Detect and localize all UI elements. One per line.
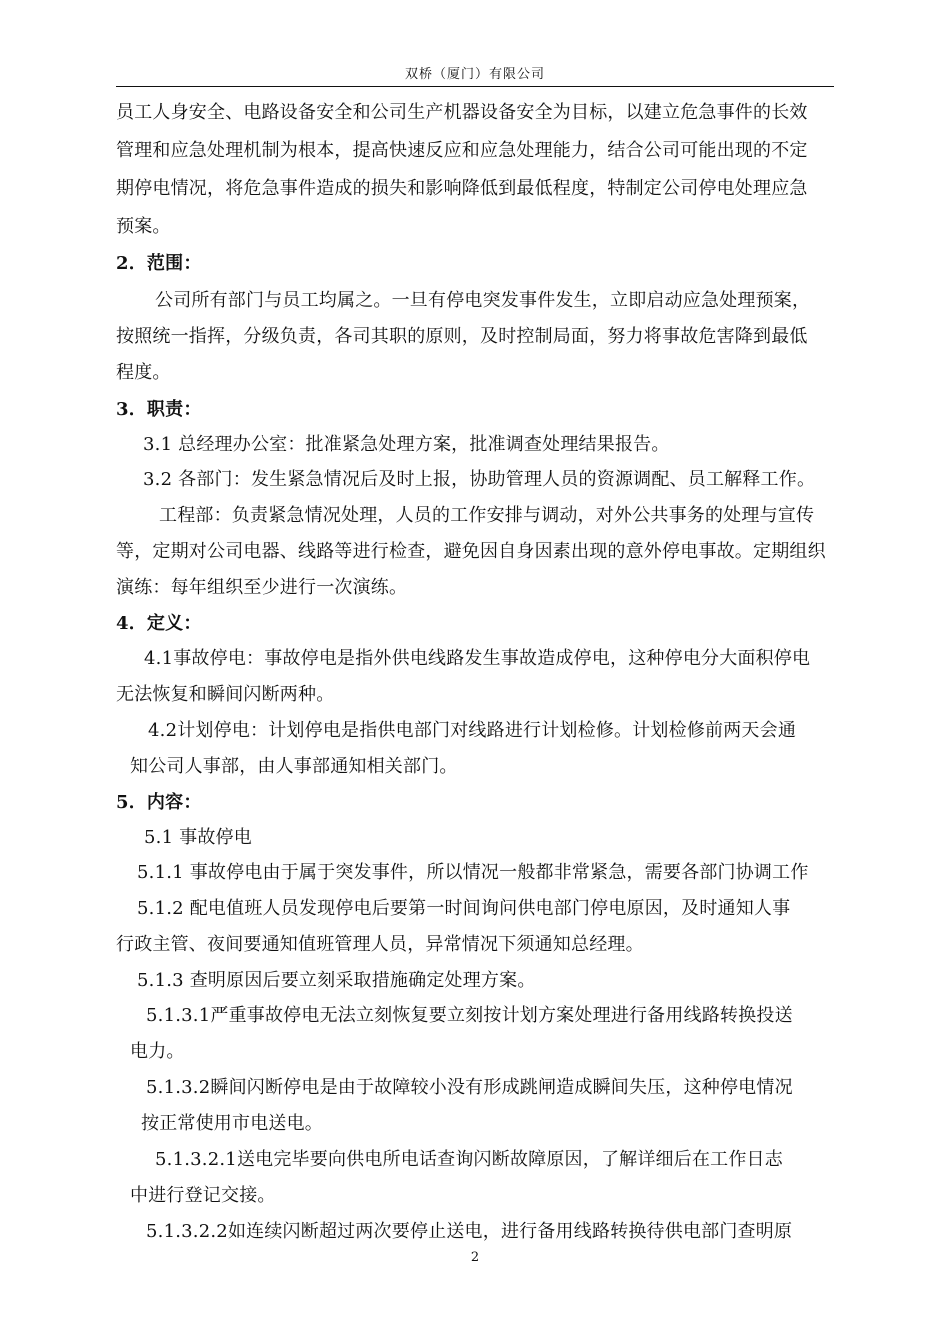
body-line: 3.2 各部门：发生紧急情况后及时上报，协助管理人员的资源调配、员工解释工作。: [143, 469, 816, 490]
body-line: 公司所有部门与员工均属之。一旦有停电突发事件发生，立即启动应急处理预案，: [155, 290, 811, 311]
document-header: 双桥（厦门）有限公司: [404, 67, 545, 82]
body-line: 按照统一指挥，分级负责，各司其职的原则，及时控制局面，努力将事故危害降到最低: [116, 326, 808, 347]
body-line: 员工人身安全、电路设备安全和公司生产机器设备安全为目标，以建立危急事件的长效: [116, 102, 808, 123]
body-line: 电力。: [130, 1041, 185, 1062]
section-heading-responsibilities: 3．职责：: [116, 399, 202, 420]
body-line: 知公司人事部，由人事部通知相关部门。: [130, 756, 458, 777]
body-line: 期停电情况，将危急事件造成的损失和影响降低到最低程度，特制定公司停电处理应急: [116, 178, 808, 199]
body-line: 5.1.3.1严重事故停电无法立刻恢复要立刻按计划方案处理进行备用线路转换投送: [146, 1005, 793, 1026]
body-line: 演练：每年组织至少进行一次演练。: [116, 577, 408, 598]
body-line: 中进行登记交接。: [130, 1185, 276, 1206]
section-heading-scope: 2．范围：: [116, 253, 202, 274]
body-line: 5.1.2 配电值班人员发现停电后要第一时间询问供电部门停电原因，及时通知人事: [137, 898, 791, 919]
body-line: 3.1 总经理办公室：批准紧急处理方案，批准调查处理结果报告。: [143, 434, 670, 455]
body-line: 5.1.3 查明原因后要立刻采取措施确定处理方案。: [137, 970, 536, 991]
body-line: 工程部：负责紧急情况处理，人员的工作安排与调动，对外公共事务的处理与宣传: [159, 505, 815, 526]
page-number: 2: [470, 1250, 480, 1265]
header-divider: [116, 86, 834, 87]
body-line: 4.2计划停电：计划停电是指供电部门对线路进行计划检修。计划检修前两天会通: [148, 720, 797, 741]
body-line: 5.1.3.2.2如连续闪断超过两次要停止送电，进行备用线路转换待供电部门查明原: [146, 1221, 793, 1242]
section-heading-definitions: 4．定义：: [116, 613, 202, 634]
section-heading-content: 5．内容：: [116, 792, 202, 813]
body-line: 按正常使用市电送电。: [141, 1113, 323, 1134]
body-line: 行政主管、夜间要通知值班管理人员，异常情况下须通知总经理。: [116, 934, 644, 955]
body-line: 无法恢复和瞬间闪断两种。: [116, 684, 335, 705]
body-line: 管理和应急处理机制为根本，提高快速反应和应急处理能力，结合公司可能出现的不定: [116, 140, 808, 161]
body-line: 5.1.3.2.1送电完毕要向供电所电话查询闪断故障原因，了解详细后在工作日志: [155, 1149, 783, 1170]
body-line: 5.1.1 事故停电由于属于突发事件，所以情况一般都非常紧急，需要各部门协调工作: [137, 862, 809, 883]
body-line: 4.1事故停电：事故停电是指外供电线路发生事故造成停电，这种停电分大面积停电: [144, 648, 811, 669]
body-line: 程度。: [116, 362, 171, 383]
body-line: 5.1 事故停电: [144, 827, 252, 848]
body-line: 预案。: [116, 216, 171, 237]
body-line: 等，定期对公司电器、线路等进行检查，避免因自身因素出现的意外停电事故。定期组织: [116, 541, 826, 562]
body-line: 5.1.3.2瞬间闪断停电是由于故障较小没有形成跳闸造成瞬间失压，这种停电情况: [146, 1077, 793, 1098]
